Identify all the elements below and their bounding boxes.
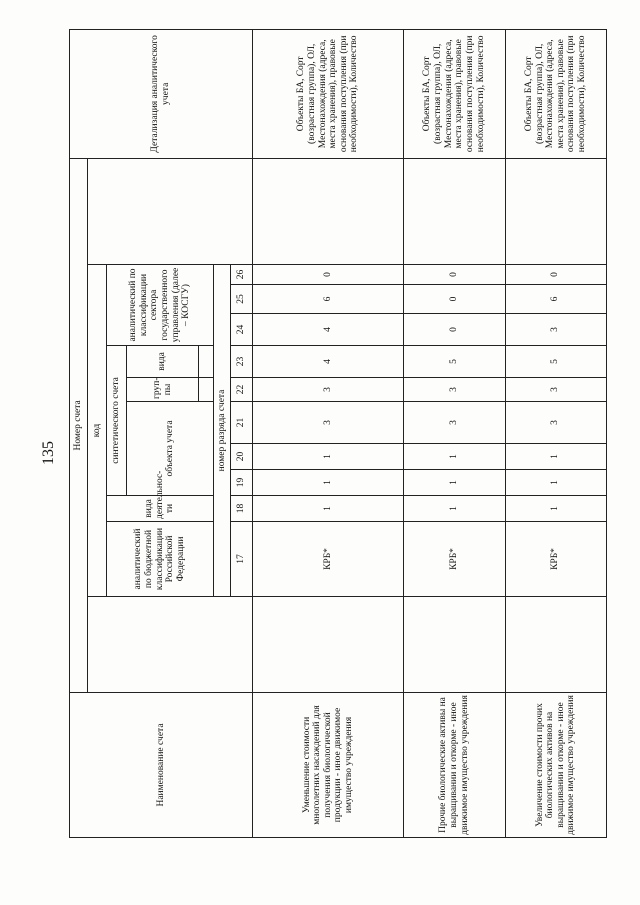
row-krb: КРБ* — [404, 521, 505, 596]
header-kind: вида — [126, 345, 198, 377]
header-detail: Детализация аналитического учета — [70, 29, 253, 158]
row-empty-right — [404, 158, 505, 264]
accounts-table-rotated — [69, 30, 607, 838]
row-kind: 4 — [253, 345, 404, 377]
header-kind-spacer — [199, 345, 213, 377]
col-num-21: 21 — [231, 401, 253, 443]
row-empty-left — [253, 596, 404, 692]
header-account-name: Наименование счета — [70, 692, 253, 837]
row-empty-left — [505, 596, 606, 692]
row-kosgu-25: 0 — [404, 284, 505, 313]
accounts-table — [69, 29, 607, 838]
row-digit-21: 3 — [253, 401, 404, 443]
row-krb: КРБ* — [253, 521, 404, 596]
row-digit-20: 1 — [404, 443, 505, 469]
row-digit-19: 1 — [253, 469, 404, 495]
table-row — [253, 29, 404, 837]
row-digit-21: 3 — [404, 401, 505, 443]
row-kosgu-25: 6 — [505, 284, 606, 313]
header-account-number: Номер счета — [70, 158, 88, 692]
header-account-object: объекта учета — [126, 401, 213, 495]
row-group: 3 — [253, 377, 404, 401]
col-num-26: 26 — [231, 264, 253, 284]
header-empty-left — [87, 596, 253, 692]
table-row — [505, 29, 606, 837]
row-group: 3 — [505, 377, 606, 401]
header-empty-right — [87, 158, 253, 264]
row-kosgu-26: 0 — [505, 264, 606, 284]
row-account-name: Увеличение стоимости прочих биологических активов на выращивании и откорме - иное движимое имущество учреждения — [505, 692, 606, 837]
row-digit-19: 1 — [505, 469, 606, 495]
row-kosgu-24: 0 — [404, 313, 505, 345]
col-num-17: 17 — [231, 521, 253, 596]
row-kosgu-25: 6 — [253, 284, 404, 313]
header-group: груп-пы — [126, 377, 198, 401]
header-analytical-kosgu: аналитический по классификации сектора государственного управления (далее – КОСГУ) — [107, 264, 214, 345]
row-kosgu-26: 0 — [253, 264, 404, 284]
row-digit-20: 1 — [253, 443, 404, 469]
row-kosgu-24: 3 — [505, 313, 606, 345]
row-detail: Объекты БА, Сорт (возрастная группа), ОЛ, Местонахождения (адреса, места хранения), правовые основания поступления (при необходимости), Количество — [404, 29, 505, 158]
row-krb: КРБ* — [505, 521, 606, 596]
col-num-25: 25 — [231, 284, 253, 313]
row-group: 3 — [404, 377, 505, 401]
col-num-19: 19 — [231, 469, 253, 495]
row-activity: 1 — [505, 495, 606, 521]
col-num-18: 18 — [231, 495, 253, 521]
row-activity: 1 — [404, 495, 505, 521]
col-num-24: 24 — [231, 313, 253, 345]
row-kosgu-24: 4 — [253, 313, 404, 345]
row-digit-21: 3 — [505, 401, 606, 443]
col-num-23: 23 — [231, 345, 253, 377]
row-activity: 1 — [253, 495, 404, 521]
row-kosgu-26: 0 — [404, 264, 505, 284]
row-detail: Объекты БА, Сорт (возрастная группа), ОЛ, Местонахождения (адреса, места хранения), правовые основания поступления (при необходимости), Количество — [253, 29, 404, 158]
header-analytical-budget: аналитический по бюджетной классификации Российской Федерации — [107, 521, 214, 596]
header-code: код — [87, 264, 107, 596]
row-digit-19: 1 — [404, 469, 505, 495]
row-kind: 5 — [505, 345, 606, 377]
page-number: 135 — [40, 441, 57, 465]
row-empty-right — [505, 158, 606, 264]
header-digit-number: номер разряда счета — [213, 264, 231, 596]
row-digit-20: 1 — [505, 443, 606, 469]
row-empty-left — [404, 596, 505, 692]
row-account-name: Прочие биологические активы на выращивании и откорме - иное движимое имущество учреждения — [404, 692, 505, 837]
row-detail: Объекты БА, Сорт (возрастная группа), ОЛ, Местонахождения (адреса, места хранения), правовые основания поступления (при необходимости), Количество — [505, 29, 606, 158]
header-synthetic-account: синтетического счета — [107, 345, 127, 495]
header-group-spacer — [199, 377, 213, 401]
header-activity-type: вида деятельнос-ти — [107, 495, 214, 521]
table-row — [404, 29, 505, 837]
row-empty-right — [253, 158, 404, 264]
row-kind: 5 — [404, 345, 505, 377]
row-account-name: Уменьшение стоимости многолетних насаждений для получения биологической продукции - иное движимое имущество учреждения — [253, 692, 404, 837]
col-num-20: 20 — [231, 443, 253, 469]
col-num-22: 22 — [231, 377, 253, 401]
